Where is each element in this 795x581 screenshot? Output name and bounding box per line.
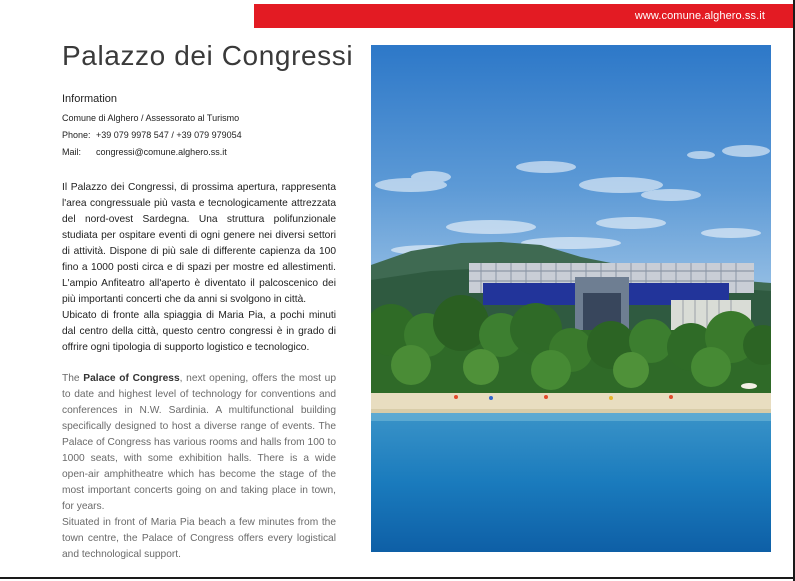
page-title: Palazzo dei Congressi	[62, 40, 354, 71]
english-paragraph-1	[62, 371, 336, 515]
congress-palace-photo	[371, 45, 771, 552]
english-paragraph-1-rest: , next opening, offers the most up to date and highest level of technology for conventions and conferences in N.W. Sardinia. A multifunctional building specifically designed to host a diverse range of events. The Palace of Congress has various rooms and halls from 100 to 1000 seats, with some exhibition halls. There is a wide open-air amphitheatre which has become the stage of the most important concerts going on and taking place in town, for years.	[62, 373, 336, 512]
website-url[interactable]: www.comune.alghero.ss.it	[634, 10, 765, 22]
info-phone	[62, 127, 362, 144]
info-block	[62, 93, 362, 161]
english-intro-bold: Palace of Congress	[83, 373, 180, 384]
mail-value[interactable]: congressi@comune.alghero.ss.it	[96, 147, 227, 157]
info-mail	[62, 144, 362, 161]
page-frame-bottom	[0, 577, 795, 579]
info-organization: Comune di Alghero / Assessorato al Turismo	[62, 113, 240, 123]
italian-description	[62, 180, 336, 356]
english-description	[62, 371, 336, 563]
mail-label: Mail:	[62, 147, 82, 157]
info-heading: Information	[62, 93, 118, 105]
english-paragraph-2: Situated in front of Maria Pia beach a few minutes from the town centre, the Palace of Congress offers every logistical and technological support.	[62, 517, 336, 560]
english-intro-start: The	[62, 373, 84, 384]
phone-label: Phone:	[62, 130, 91, 140]
sea	[371, 413, 771, 552]
phone-value: +39 079 9978 547 / +39 079 979054	[96, 130, 242, 140]
italian-paragraph-2: Ubicato di fronte alla spiaggia di Maria Pia, a pochi minuti dal centro della città, questo centro congressi è in grado di offrire ogni tipologia di supporto logistico e tecnologico.	[62, 310, 336, 353]
header-bar	[254, 4, 793, 28]
italian-paragraph-1: Il Palazzo dei Congressi, di prossima apertura, rappresenta l'area congressuale più vasta e tecnologicamente attrezzata del nord-ovest Sardegna. Una struttura polifunzionale studiata per ospitare eventi di ogni genere nei diversi settori di attività. Dispone di più sale di differente capienza da 100 fino a 1000 posti circa e di spazi per mostre ed allestimenti. L'ampio Anfiteatro all'aperto è diventato il palcoscenico dei più importanti concerti che da anni si svolgono in città.	[62, 182, 336, 305]
